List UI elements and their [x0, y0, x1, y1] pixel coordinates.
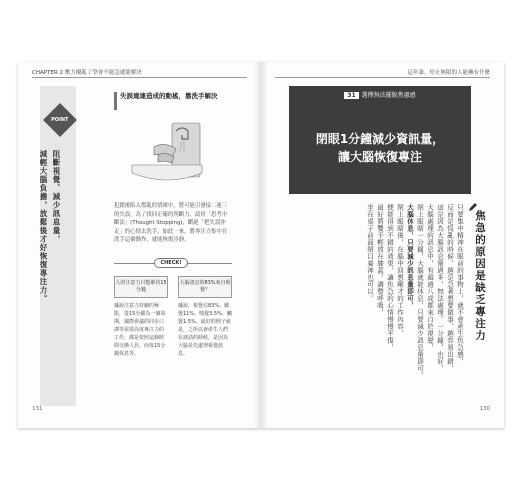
check-label: CHECK! — [154, 258, 188, 268]
answer-1: 據說注意力持續的極限，從15分鐘為一個周期，國際會議的同步口譯等需要高度專注力的工作，都是依照這個時間交換人員，而每15分鐘休息等。 — [114, 303, 166, 357]
body-column: 坐在桌子前面閉目養神也可以。 — [366, 204, 374, 302]
book-gutter — [254, 62, 268, 428]
header-rule — [275, 77, 490, 78]
left-running-header: CHAPTER 2 壓力擾亂了學會不能急就能解決 — [32, 70, 142, 76]
callout-text: 閉眼1分鐘減少資訊量， 讓大腦恢復專注 — [315, 132, 445, 164]
body-column: 這是因為大腦訊息量過多，無法處理。一分鐘，也好， — [436, 204, 444, 372]
tip-body: 犯錯後陷入慌亂的情緒中，將可能引發接二連三的失誤。為了找回正確的判斷力，請用「思考中斷法」(Thought Stopping)，斷絕「把失誤沖走」的心情去洗手，如此一來，將專注力集中在洗手這個動作，就能恢復冷靜。 — [114, 203, 228, 243]
point-badge: POINT — [43, 103, 77, 137]
body-column: 大腦處理的訊息中，有超過八成都來自於視覺， — [426, 204, 434, 351]
body-column: 大腦休息，只要減少訊息量即可， — [406, 204, 414, 309]
body-column: 反而是慌亂的時候，越是急著想要做事，越容易出錯， — [446, 204, 454, 372]
question-1: 人的注意力只能維持15分鐘 — [114, 276, 168, 298]
section-heading: 焦急的原因是缺乏專注力 — [474, 210, 486, 342]
header-rule — [32, 77, 247, 78]
tip-title: 失誤連連造成的動搖，靠洗手解決 — [120, 92, 230, 101]
body-text — [341, 204, 465, 394]
open-book — [18, 62, 504, 428]
left-page — [18, 62, 261, 428]
point-line-1: 阻斷視覺、減少訊息量， — [52, 150, 61, 244]
answer-2: 據說，視覺佔83%、聽覺11%、嗅覺3.5%、觸覺1.5%、最好的例子就是，之所以會產生人們在談話的時候，是因為大腦是先處理視覺訊息。 — [178, 303, 232, 357]
body-column: 閉上眼睛後，在腦中回想剛才的工作內容， — [396, 204, 404, 337]
hand-washing-illustration — [114, 117, 214, 197]
right-page-number: 130 — [479, 406, 490, 412]
left-page-number: 131 — [32, 406, 43, 412]
body-column: 閉上眼睛一分鐘，大腦就能休息，只要減少訊息量即可。 — [416, 204, 424, 379]
right-running-header: 這年誰，停止無限的人能擁有什麼 — [407, 70, 490, 76]
question-2: 大腦訊息的83%來自視覺？ — [178, 276, 232, 298]
body-column: 只要集中精神在眼前的事物上，就不會產生焦急感， — [456, 204, 464, 365]
callout-box — [289, 86, 471, 194]
callout-tag: 31 選擇無法擺脫焦慮感 — [289, 86, 471, 99]
title-bar — [114, 92, 117, 110]
body-column: 便能得到不錯的效果，讓焦急的心情慢慢平復， — [386, 204, 394, 351]
body-column: 最好將雙手輕放在膝蓋，調整呼吸， — [376, 204, 384, 316]
right-page — [261, 62, 504, 428]
point-line-2: 減輕大腦負擔，放鬆後才好恢復專注力。 — [39, 150, 48, 303]
